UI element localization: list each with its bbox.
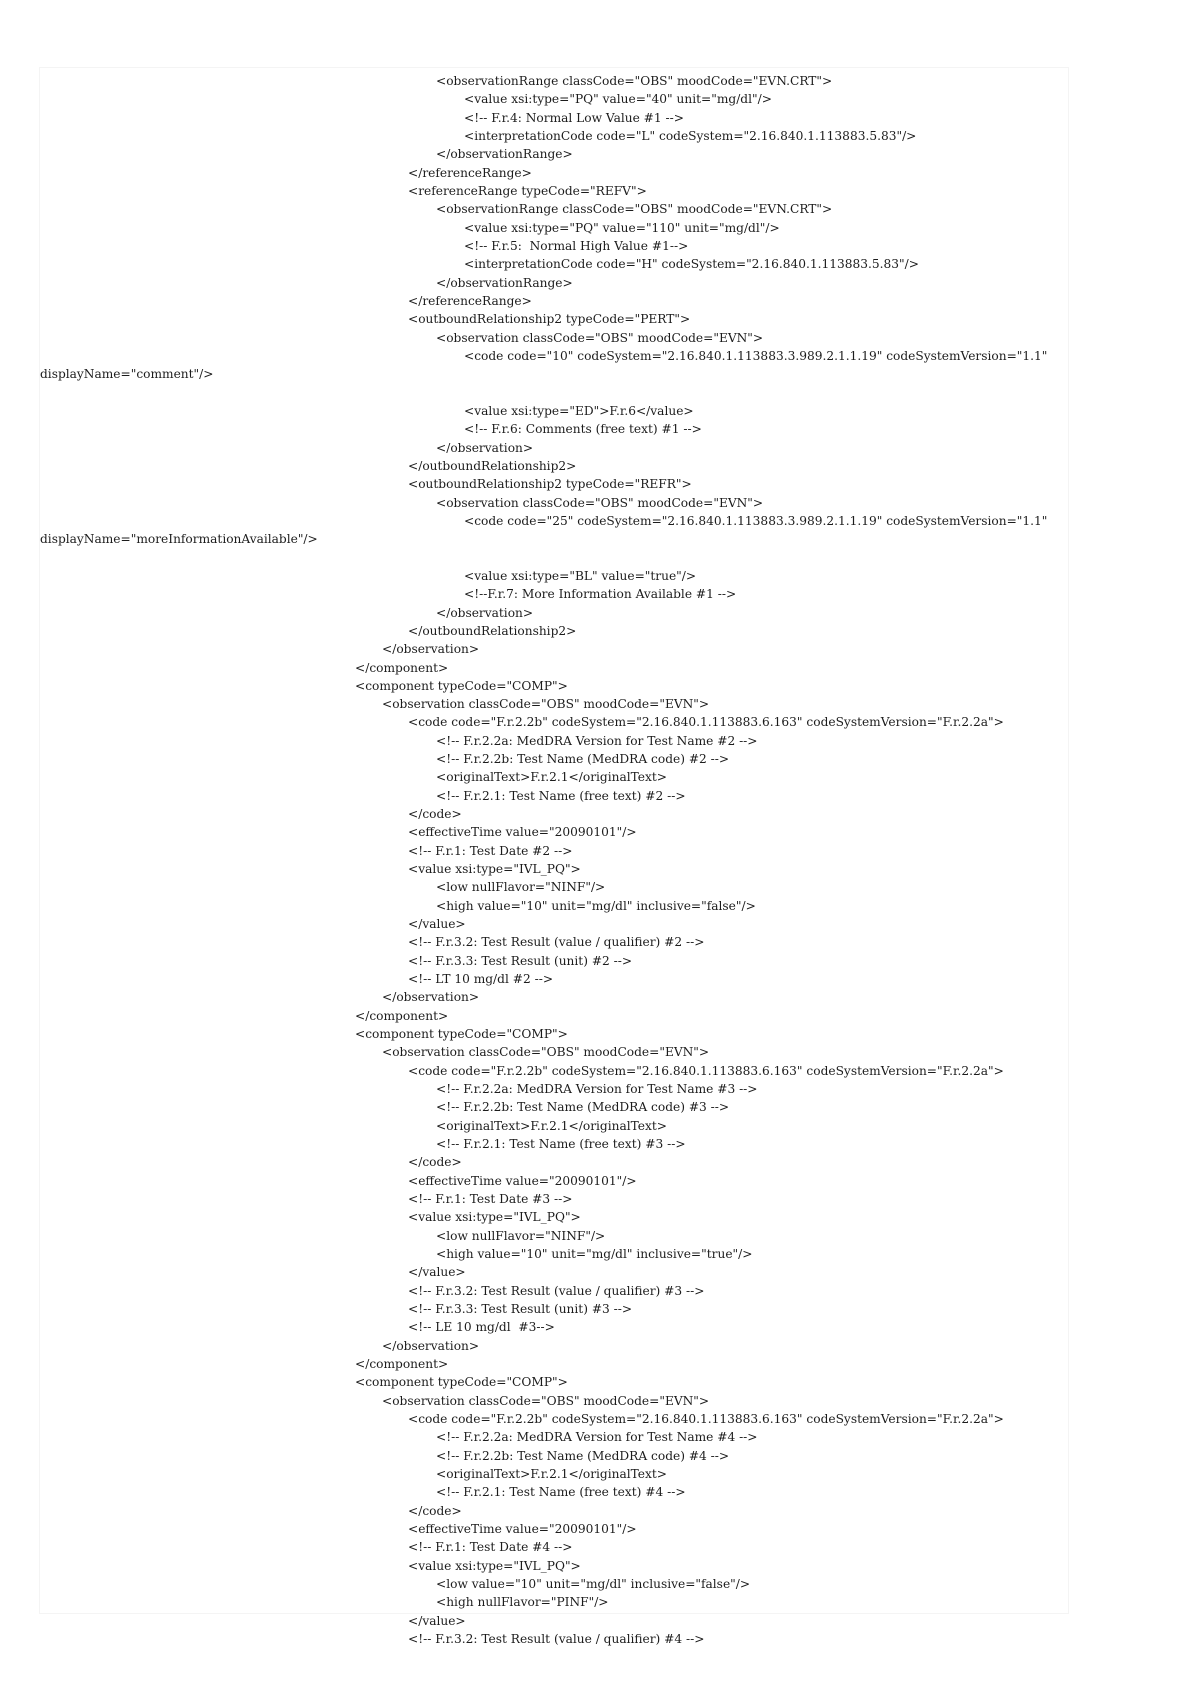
code-line: <observationRange classCode="OBS" moodCode="EVN.CRT"> [436,202,833,217]
code-line: <!-- F.r.1: Test Date #2 --> [408,843,573,858]
code-line: <low nullFlavor="NINF"/> [436,1228,606,1243]
code-line: <!-- F.r.1: Test Date #4 --> [408,1540,573,1555]
code-line: </observation> [382,1338,480,1353]
code-line: <value xsi:type="PQ" value="110" unit="mg/dl"/> [464,220,780,235]
code-line: </observation> [382,990,480,1005]
code-line: </observation> [436,605,534,620]
code-line: <value xsi:type="IVL_PQ"> [408,1558,581,1573]
code-line: <!-- F.r.2.2a: MedDRA Version for Test Name #2 --> [436,733,758,748]
code-line: </observationRange> [436,147,573,162]
code-line: </value> [408,1613,466,1628]
code-line: <interpretationCode code="L" codeSystem="2.16.840.1.113883.5.83"/> [464,128,917,143]
code-line: <!-- F.r.5: Normal High Value #1--> [464,238,689,253]
code-line: </observation> [436,440,534,455]
code-line: </code> [408,807,462,822]
xml-code-listing [40,72,1068,1648]
code-line: <interpretationCode code="H" codeSystem="2.16.840.1.113883.5.83"/> [464,257,919,272]
code-line: </observation> [382,642,480,657]
code-line: <observationRange classCode="OBS" moodCode="EVN.CRT"> [436,74,833,88]
code-line: <observation classCode="OBS" moodCode="EVN"> [436,495,764,510]
code-line: <observation classCode="OBS" moodCode="EVN"> [382,697,710,712]
code-line: <!-- F.r.3.2: Test Result (value / qualifier) #3 --> [408,1283,705,1298]
code-line: <high value="10" unit="mg/dl" inclusive="true"/> [436,1247,753,1261]
code-line: <value xsi:type="IVL_PQ"> [408,862,581,877]
code-line: <outboundRelationship2 typeCode="PERT"> [408,312,691,327]
code-line: </outboundRelationship2> [408,458,577,473]
code-line: <effectiveTime value="20090101"/> [408,1173,637,1188]
code-line: <referenceRange typeCode="REFV"> [408,183,647,198]
code-line: <value xsi:type="ED">F.r.6</value> [464,403,694,418]
code-line: <!-- F.r.1: Test Date #3 --> [408,1192,573,1207]
code-line: <!-- F.r.3.3: Test Result (unit) #3 --> [408,1301,633,1316]
code-line: <!-- F.r.2.2a: MedDRA Version for Test Name #4 --> [436,1430,758,1445]
code-line: <!-- F.r.2.2b: Test Name (MedDRA code) #2 --> [436,752,730,767]
code-line: <code code="F.r.2.2b" codeSystem="2.16.840.1.113883.6.163" codeSystemVersion="F.r.2.2a"> [408,1063,1004,1078]
code-line: <component typeCode="COMP"> [355,1375,568,1390]
code-line: <originalText>F.r.2.1</originalText> [436,1118,668,1133]
blank-line [40,549,1068,567]
code-line-wrapped: displayName="moreInformationAvailable"/> [40,532,318,547]
code-line: <outboundRelationship2 typeCode="REFR"> [408,477,692,492]
code-line: </component> [355,1008,449,1023]
code-line: </value> [408,1265,466,1280]
code-line: <value xsi:type="IVL_PQ"> [408,1210,581,1225]
code-line: <code code="F.r.2.2b" codeSystem="2.16.840.1.113883.6.163" codeSystemVersion="F.r.2.2a"> [408,715,1004,730]
code-line: </value> [408,917,466,932]
code-line: </outboundRelationship2> [408,623,577,638]
code-line: <!-- F.r.2.2b: Test Name (MedDRA code) #4 --> [436,1448,730,1463]
code-line: </code> [408,1155,462,1170]
code-line: <code code="F.r.2.2b" codeSystem="2.16.840.1.113883.6.163" codeSystemVersion="F.r.2.2a"> [408,1411,1004,1426]
code-line: <!--F.r.7: More Information Available #1 --> [464,587,737,602]
code-line: <high value="10" unit="mg/dl" inclusive="false"/> [436,898,756,913]
code-line: <!-- F.r.3.2: Test Result (value / qualifier) #2 --> [408,935,705,950]
code-line: <!-- F.r.2.1: Test Name (free text) #2 --> [436,788,686,803]
code-line: <code code="25" codeSystem="2.16.840.1.113883.3.989.2.1.1.19" codeSystemVersion="1.1" [464,513,1048,528]
code-line-wrapped: displayName="comment"/> [40,367,214,382]
code-line: <!-- F.r.2.2a: MedDRA Version for Test Name #3 --> [436,1082,758,1097]
code-line: <!-- F.r.4: Normal Low Value #1 --> [464,110,684,125]
code-line: <observation classCode="OBS" moodCode="EVN"> [436,330,764,345]
blank-line [40,384,1068,402]
code-line: <!-- LT 10 mg/dl #2 --> [408,972,554,987]
code-line: <originalText>F.r.2.1</originalText> [436,1466,668,1481]
code-line: <!-- F.r.2.1: Test Name (free text) #4 --> [436,1485,686,1500]
code-line: </referenceRange> [408,165,532,180]
code-line: <low value="10" unit="mg/dl" inclusive="false"/> [436,1576,751,1591]
code-line: <code code="10" codeSystem="2.16.840.1.113883.3.989.2.1.1.19" codeSystemVersion="1.1" [464,348,1048,363]
code-line: <!-- F.r.2.1: Test Name (free text) #3 --> [436,1137,686,1152]
code-line: </observationRange> [436,275,573,290]
code-line: <observation classCode="OBS" moodCode="EVN"> [382,1393,710,1408]
code-line: <component typeCode="COMP"> [355,678,568,693]
code-line: </referenceRange> [408,293,532,308]
code-line: <component typeCode="COMP"> [355,1027,568,1042]
code-line: <low nullFlavor="NINF"/> [436,880,606,895]
code-line: <!-- F.r.3.2: Test Result (value / qualifier) #4 --> [408,1631,705,1646]
code-line: <!-- F.r.3.3: Test Result (unit) #2 --> [408,953,633,968]
code-line: <observation classCode="OBS" moodCode="EVN"> [382,1045,710,1060]
code-line: <!-- LE 10 mg/dl #3--> [408,1320,555,1335]
code-line: <!-- F.r.2.2b: Test Name (MedDRA code) #3 --> [436,1100,730,1115]
code-line: </component> [355,1356,449,1371]
code-line: <effectiveTime value="20090101"/> [408,1521,637,1536]
code-line: <originalText>F.r.2.1</originalText> [436,770,668,785]
code-line: </code> [408,1503,462,1518]
code-line: <high nullFlavor="PINF"/> [436,1595,609,1610]
code-line: <!-- F.r.6: Comments (free text) #1 --> [464,422,702,437]
document-page [40,68,1068,1646]
code-line: <value xsi:type="BL" value="true"/> [464,568,697,583]
code-line: <value xsi:type="PQ" value="40" unit="mg/dl"/> [464,92,772,107]
code-line: </component> [355,660,449,675]
code-line: <effectiveTime value="20090101"/> [408,825,637,840]
